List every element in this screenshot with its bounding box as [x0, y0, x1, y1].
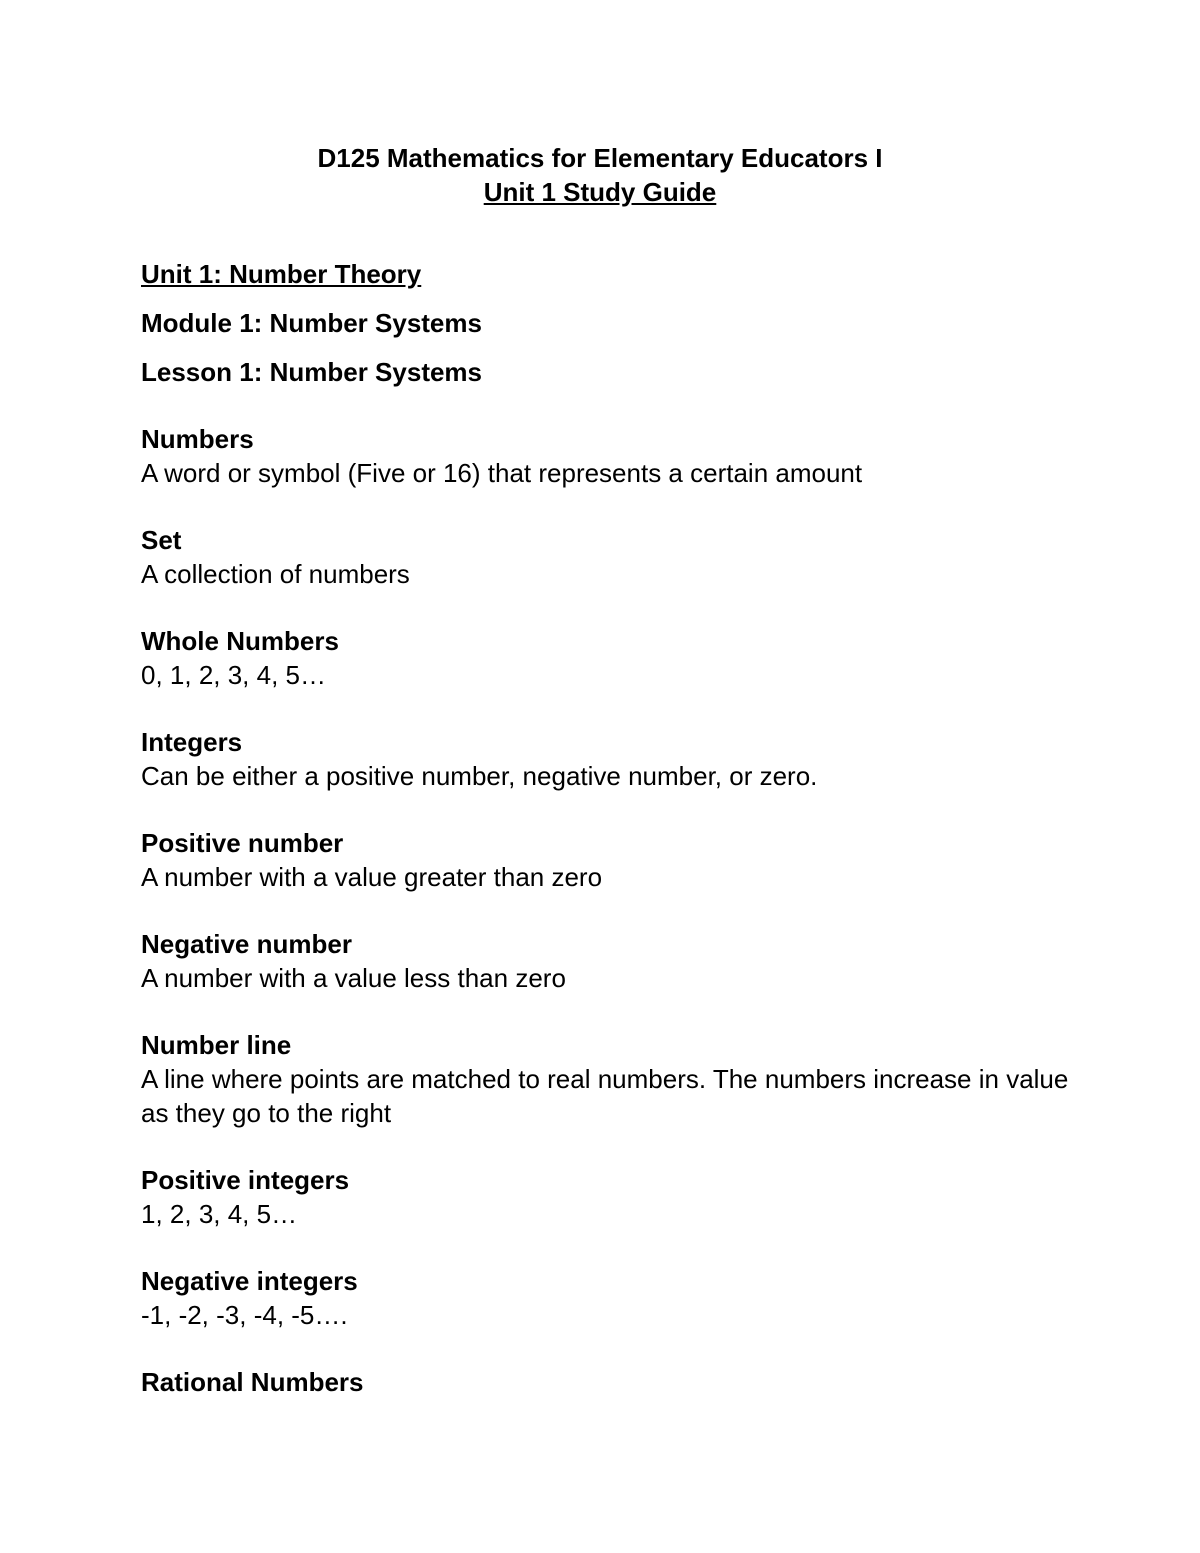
glossary-entry [141, 523, 1081, 591]
glossary-definition: A line where points are matched to real numbers. The numbers increase in value as they go to the right [141, 1064, 1069, 1128]
document-body [141, 257, 1081, 1399]
glossary-entry [141, 1028, 1081, 1130]
unit-heading: Unit 1: Number Theory [141, 259, 422, 289]
glossary-term: Positive number [141, 828, 344, 858]
document-subtitle: Unit 1 Study Guide [483, 177, 717, 207]
glossary-entry [141, 1163, 1081, 1231]
glossary-entry [141, 1365, 1081, 1399]
glossary-entry [141, 725, 1081, 793]
glossary-term: Rational Numbers [141, 1367, 364, 1397]
module-heading: Module 1: Number Systems [141, 308, 482, 338]
glossary-definition: A number with a value greater than zero [141, 862, 603, 892]
glossary-entry [141, 624, 1081, 692]
glossary-entry [141, 927, 1081, 995]
lesson-heading: Lesson 1: Number Systems [141, 357, 483, 387]
glossary-definition: -1, -2, -3, -4, -5…. [141, 1300, 348, 1330]
glossary-term: Integers [141, 727, 243, 757]
glossary-entry [141, 422, 1081, 490]
glossary-entry [141, 826, 1081, 894]
glossary-term: Negative integers [141, 1266, 358, 1296]
document-title: D125 Mathematics for Elementary Educators I [317, 143, 883, 173]
glossary-definition: A word or symbol (Five or 16) that represents a certain amount [141, 458, 863, 488]
glossary-term: Positive integers [141, 1165, 350, 1195]
glossary-definition: A collection of numbers [141, 559, 410, 589]
glossary-term: Number line [141, 1030, 292, 1060]
glossary-term: Negative number [141, 929, 352, 959]
glossary-definition: 0, 1, 2, 3, 4, 5… [141, 660, 326, 690]
glossary-term: Set [141, 525, 182, 555]
glossary-term: Whole Numbers [141, 626, 339, 656]
title-block [0, 141, 1200, 209]
glossary-term: Numbers [141, 424, 254, 454]
glossary-definition: A number with a value less than zero [141, 963, 566, 993]
glossary-definition: 1, 2, 3, 4, 5… [141, 1199, 298, 1229]
glossary-entry [141, 1264, 1081, 1332]
glossary-definition: Can be either a positive number, negative number, or zero. [141, 761, 818, 791]
